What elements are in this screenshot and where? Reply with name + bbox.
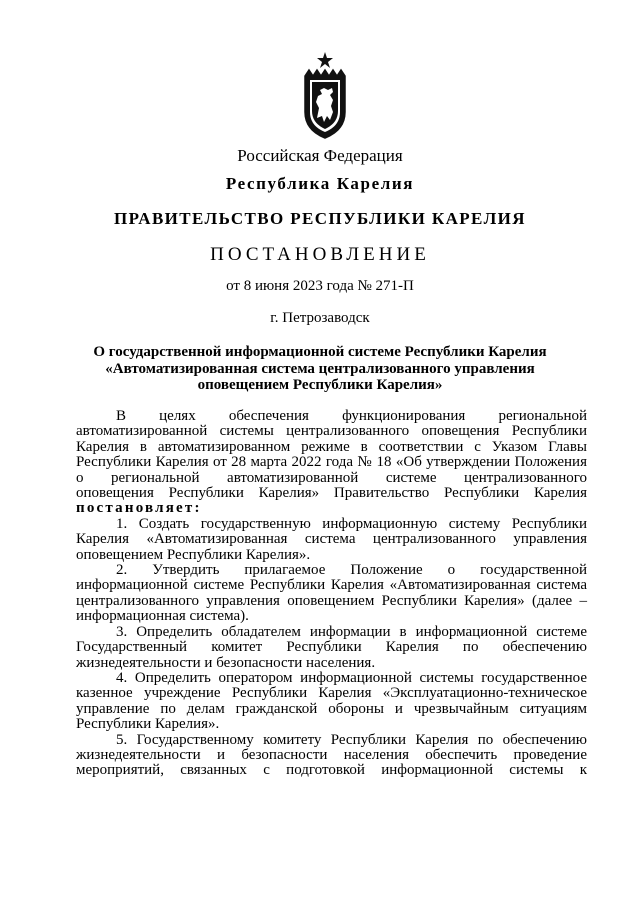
text-line: Государственный комитет Республики Карелия по обеспечению: [76, 639, 587, 656]
document-date-number: от 8 июня 2023 года № 271-П: [226, 278, 414, 294]
preamble-paragraph: [76, 409, 587, 517]
title-line: О государственной информационной системе Республики Карелия: [93, 344, 547, 360]
text-line: Карелия «Автоматизированная система централизованного управления: [76, 531, 587, 548]
text-line: казенное учреждение Республики Карелия «Эксплуатационно-техническое: [76, 685, 587, 702]
country-name: Российская Федерация: [237, 146, 403, 165]
item-paragraph-3: [76, 625, 587, 671]
text-line: Республики Карелия».: [76, 716, 220, 733]
text-line: централизованного управления оповещением Республики Карелия» (далее –: [76, 592, 587, 609]
text-line: жизнедеятельности и безопасности населения обеспечить проведение: [76, 746, 587, 763]
document-city: г. Петрозаводск: [270, 310, 370, 326]
text-line: В целях обеспечения функционирования региональной: [116, 408, 587, 424]
text-line: 1. Создать государственную информационную систему Республики: [116, 515, 587, 532]
text-line: оповещения Республики Карелия» Правительство Республики Карелия: [76, 485, 587, 502]
item-paragraph-5: [76, 733, 587, 779]
title-line: оповещением Республики Карелия»: [197, 377, 443, 393]
text-line: 5. Государственному комитету Республики Карелия по обеспечению: [116, 731, 587, 748]
text-line: оповещением Республики Карелия».: [76, 546, 311, 563]
text-line: мероприятий, связанных с подготовкой информационной системы к: [76, 762, 587, 779]
text-line: Республики Карелия от 28 марта 2022 года № 18 «Об утверждении Положения: [76, 454, 587, 471]
document-title: [86, 344, 554, 394]
document-body: [76, 409, 587, 779]
text-line: информационной системе Республики Карелия «Автоматизированная система: [76, 577, 587, 594]
text-line: 3. Определить обладателем информации в информационной системе: [116, 623, 587, 640]
item-paragraph-2: [76, 563, 587, 625]
government-name: ПРАВИТЕЛЬСТВО РЕСПУБЛИКИ КАРЕЛИЯ: [114, 209, 526, 228]
text-line: 4. Определить оператором информационной системы государственное: [116, 669, 587, 686]
text-line: 2. Утвердить прилагаемое Положение о государственной: [116, 562, 587, 579]
emblem-star: [317, 52, 333, 68]
title-line: «Автоматизированная система централизованного управления: [105, 360, 535, 377]
karelia-coat-of-arms-icon: [300, 50, 350, 140]
text-line: о региональной автоматизированной системе централизованного: [76, 469, 587, 486]
item-paragraph-4: [76, 671, 587, 733]
document-type: ПОСТАНОВЛЕНИЕ: [210, 244, 430, 265]
text-line: информационная система).: [76, 608, 249, 625]
text-line: Карелия в автоматизированном режиме в соответствии с Указом Главы: [76, 438, 587, 455]
item-paragraph-1: [76, 517, 587, 563]
text-line: жизнедеятельности и безопасности населения.: [76, 654, 376, 671]
text-line: автоматизированной системы централизованного оповещения Республики: [76, 423, 587, 440]
text-line: управление по делам гражданской обороны и чрезвычайным ситуациям: [76, 700, 587, 717]
republic-name: Республика Карелия: [225, 174, 415, 193]
decides-keyword: постановляет:: [76, 500, 202, 517]
